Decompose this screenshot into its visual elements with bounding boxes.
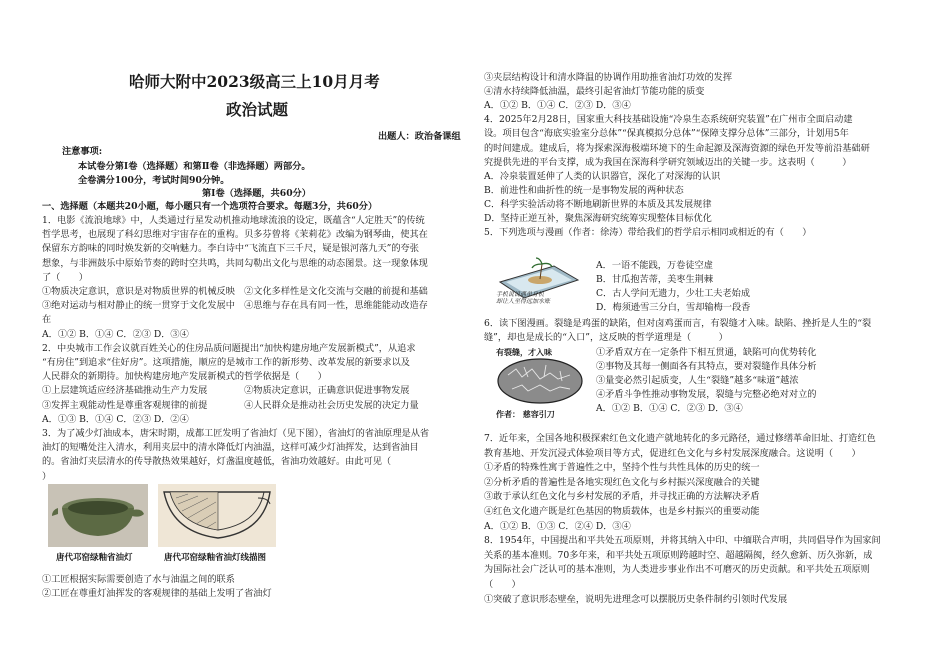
section-heading: 第Ⅰ卷（选择题，共60分） (202, 188, 311, 199)
text-line: 1．电影《流浪地球》中，人类通过行星发动机推动地球流浪的设定，既蕴含“人定胜天”的传统 (42, 215, 425, 226)
answer-option: ②工匠在尊重灯油挥发的客观规律的基础上发明了省油灯 (42, 588, 272, 599)
text-line: 设。项目包含“海底实验室分总体”“保真模拟分总体”“保障支撑分总体”三部分，计划用5年 (484, 128, 849, 140)
text-line: ③发挥主观能动性是尊重客观规律的前提 ④人民群众是推动社会历史发展的决定力量 (42, 399, 419, 411)
notice-line: 本试卷分第Ⅰ卷（选择题）和第Ⅱ卷（非选择题）两部分。 (78, 161, 311, 172)
text-line: 6．读下图漫画。裂缝是鸡蛋的缺陷，但对卤鸡蛋而言，有裂缝才入味。缺陷、挫折是人生的“裂 (484, 318, 872, 329)
text-line: B．前进性和曲折性的统一是事物发展的两种状态 (484, 184, 684, 196)
exam-subtitle: 政治试题 (226, 100, 289, 119)
text-line: 8．1954年，中国提出和平共处五项原则，并将其纳入中印、中缅联合声明，共同倡导作为国家间 (484, 535, 881, 547)
text-line: ③敢于承认红色文化与乡村发展的矛盾，并寻找正确的方法解决矛盾 (484, 491, 760, 503)
text-line: C．古人学问无遗力，少壮工夫老始成 (596, 288, 751, 299)
notice-line: 全卷满分100分，考试时间90分钟。 (78, 175, 230, 186)
text-line: （ ） (484, 579, 521, 590)
exam-author: 出题人：政治备课组 (378, 131, 461, 142)
text-line: 在 (42, 314, 52, 326)
text-line: 2．中央城市工作会议就百姓关心的住房品质问题提出“加快构建房地产发展新模式”，从追求 (42, 342, 416, 354)
text-line: 5．下列选项与漫画（作者：徐涛）带给我们的哲学启示相同或相近的有（ ） (484, 227, 812, 239)
text-line: ③夹层结构设计和清水降温的协调作用助推省油灯功效的发挥 (484, 72, 733, 83)
text-line: 人民群众的新期待。加快构建房地产发展新模式的哲学依据是（ ） (42, 371, 327, 383)
text-line: ①矛盾双方在一定条件下相互贯通，缺陷可向优势转化 (596, 347, 817, 358)
exam-title: 哈师大附中2023级高三上10月月考 (129, 72, 380, 91)
text-line: 关系的基本准则。70多年来，和平共处五项原则跨越时空、超越隔阂，经久愈新、历久弥新，成 (484, 549, 873, 561)
text-line: A．冷泉装置延伸了人类的认识器官，深化了对深海的认识 (484, 170, 721, 182)
text-line: A．①③ B．①④ C．②③ D．②④ (42, 413, 189, 425)
answer-option: ①工匠根据实际需要创造了水与油温之间的联系 (42, 574, 235, 585)
text-line: 哲学思考，也展现了科幻思维对宇宙存在的重构。贝多芬曾将《茉莉花》改编为钢琴曲，使其在 (42, 229, 428, 241)
text-line: A．①② B．①④ C．②③ D．③④ (596, 403, 743, 414)
text-line: ③绝对运动与相对静止的统一贯穿于文化发展中 ④思维与存在具有同一性，思维能能动改造存 (42, 300, 428, 312)
notice-heading: 注意事项: (62, 146, 103, 157)
text-line: 4．2025年2月28日，国家重大科技基础设施“冷泉生态系统研究装置”在广州市全面启动建 (484, 114, 853, 126)
text-line: ②事物及其每一侧面各有其特点，要对裂缝作具体分析 (596, 361, 817, 372)
lamp-drawing (158, 484, 276, 547)
text-line: D．梅须逊雪三分白，雪却输梅一段香 (596, 302, 751, 313)
text-line: 的时间建成。建成后，将为探索深海极端环境下的生命起源及深海资源的绿色开发等前沿基础研 (484, 142, 870, 154)
text-line: ③量变必然引起质变，人生“裂缝”越多“味道”越浓 (596, 375, 799, 386)
cartoon-phone-caption: 手机说说遇单身机 却让人至得远加水账 (496, 291, 551, 305)
text-line: 油灯的短嘴处注入清水，利用夹层中的清水降低灯内油温，这样可减少灯油挥发，达到省油目 (42, 442, 419, 454)
text-line: 7．近年来，全国各地积极探索红色文化遗产就地转化的多元路径，通过修缮革命旧址、打造红色 (484, 433, 876, 444)
text-line: ①矛盾的特殊性寓于普遍性之中，坚持个性与共性具体的历史的统一 (484, 462, 760, 474)
text-line: 的。省油灯夹层清水的传导散热效果越好，灯盏温度越低，省油功效越好。由此可见（ (42, 456, 392, 468)
section-intro: 一、选择题（本题共20小题，每小题只有一个选项符合要求。每题3分，共60分） (42, 201, 378, 212)
text-line: ②分析矛盾的普遍性是各地实现红色文化与乡村振兴深度融合的关键 (484, 476, 760, 488)
text-line: 想象，与非洲鼓乐中原始节奏的跨时空共鸣，共同勾勒出文化与思维的动态图景。这一现象体现 (42, 257, 428, 269)
text-line: ①突破了意识形态壁垒，说明先进理念可以摆脱历史条件制约引领时代发展 (484, 593, 788, 605)
text-line: 教育基地、开发沉浸式体验项目等方式，促进红色文化与乡村发展深度融合。这说明（ ） (484, 447, 861, 459)
text-line: ④矛盾斗争性推动事物发展，裂缝与完整必绝对对立的 (596, 389, 817, 400)
text-line: A．①② B．①③ C．②④ D．③④ (484, 520, 631, 532)
figure-caption-drawing: 唐代邛窑绿釉省油灯线描图 (164, 553, 267, 563)
text-line: ） (42, 470, 52, 482)
text-line: C．科学实验活动将不断地刷新世界的本质及其发展规律 (484, 198, 712, 210)
figure-caption-photo: 唐代邛窑绿釉省油灯 (56, 553, 133, 563)
text-line: ①物质决定意识，意识是对物质世界的机械反映 ②文化多样性是文化交流与交融的前提和基础 (42, 286, 428, 297)
cartoon-egg-author: 作者： 慈容引刀 (496, 409, 555, 419)
text-line: D．坚持正逆互补，聚焦深海研究统筹实现整体目标优化 (484, 213, 712, 224)
text-line: A．①② B．①④ C．②③ D．③④ (484, 100, 631, 112)
text-line: B．甘瓜抱苦蒂，美枣生荆棘 (596, 274, 714, 285)
text-line: 缝”，却也是成长的“入口”，这反映的哲学道理是（ ） (484, 332, 728, 344)
text-line: A．一语不能践，万卷徒空虚 (596, 260, 713, 271)
text-line: ④红色文化遗产既是红色基因的物质载体，也是乡村振兴的重要动能 (484, 506, 760, 517)
text-line: A．①② B．①④ C．②③ D．③④ (42, 328, 189, 340)
text-line: 了（ ） (42, 271, 88, 283)
text-line: 为国际社会广泛认可的基本准则，为人类进步事业作出不可磨灭的历史贡献。和平共处五项原则 (484, 564, 870, 576)
text-line: 3．为了减少灯油成本，唐宋时期，成都工匠发明了省油灯（见下图），省油灯的省油原理是从省 (42, 428, 430, 439)
text-line: ④清水持续降低油温，最终引起省油灯节能功能的质变 (484, 86, 705, 98)
cartoon-egg-title: 有裂缝，才入味 (496, 347, 552, 357)
text-line: “有房住”到追求“住好房”。这项措施，顺应的是城市工作的新形势、改革发展的新要求以及 (42, 357, 410, 368)
lamp-photo (48, 484, 148, 547)
text-line: 保留东方韵味的同时焕发新的交响魅力。李白诗中“飞流直下三千尺，疑是银河落九天”的夸张 (42, 243, 419, 255)
text-line: 究提供先进的平台支撑，成为我国在深海科学研究领域迈出的关键一步。这表明（ ） (484, 156, 852, 168)
text-line: ①上层建筑适应经济基础推动生产力发展 ②物质决定意识，正确意识促进事物发展 (42, 385, 410, 397)
